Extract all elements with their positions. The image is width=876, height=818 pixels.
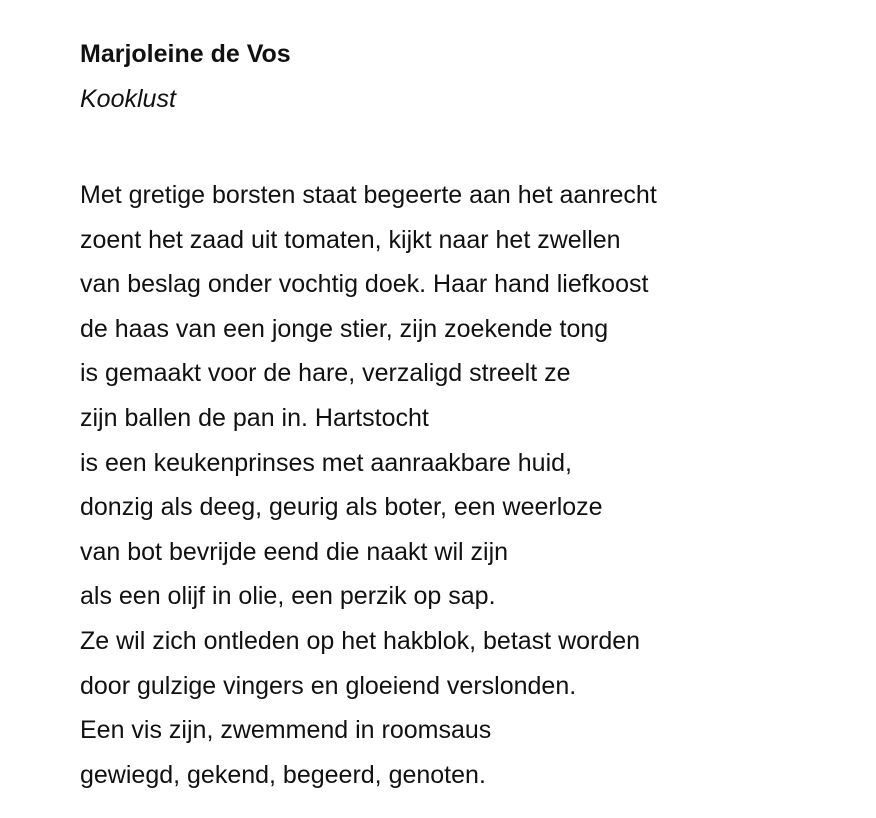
poem-line: Met gretige borsten staat begeerte aan het aanrecht: [80, 181, 657, 209]
poem-line: is een keukenprinses met aanraakbare huid,: [80, 448, 572, 477]
poem-line: Een vis zijn, zwemmend in roomsaus: [80, 716, 492, 745]
poem-body: [80, 173, 840, 797]
poem-line: door gulzige vingers en gloeiend verslonden.: [80, 671, 577, 700]
poem-line: als een olijf in olie, een perzik op sap.: [80, 582, 496, 611]
poem-line: donzig als deeg, geurig als boter, een weerloze: [80, 493, 603, 522]
poem-line: de haas van een jonge stier, zijn zoekende tong: [80, 314, 609, 343]
poem-line: Ze wil zich ontleden op het hakblok, betast worden: [80, 626, 641, 655]
poem-author: Marjoleine de Vos: [80, 40, 291, 68]
poem-line: zijn ballen de pan in. Hartstocht: [80, 403, 429, 432]
poem-line: gewiegd, gekend, begeerd, genoten.: [80, 760, 486, 789]
poem-line: van bot bevrijde eend die naakt wil zijn: [80, 537, 509, 566]
poem-line: zoent het zaad uit tomaten, kijkt naar het zwellen: [80, 225, 621, 254]
poem-line: is gemaakt voor de hare, verzaligd streelt ze: [80, 359, 571, 388]
poem-title: Kooklust: [80, 85, 176, 113]
poem-line: van beslag onder vochtig doek. Haar hand liefkoost: [80, 270, 649, 299]
